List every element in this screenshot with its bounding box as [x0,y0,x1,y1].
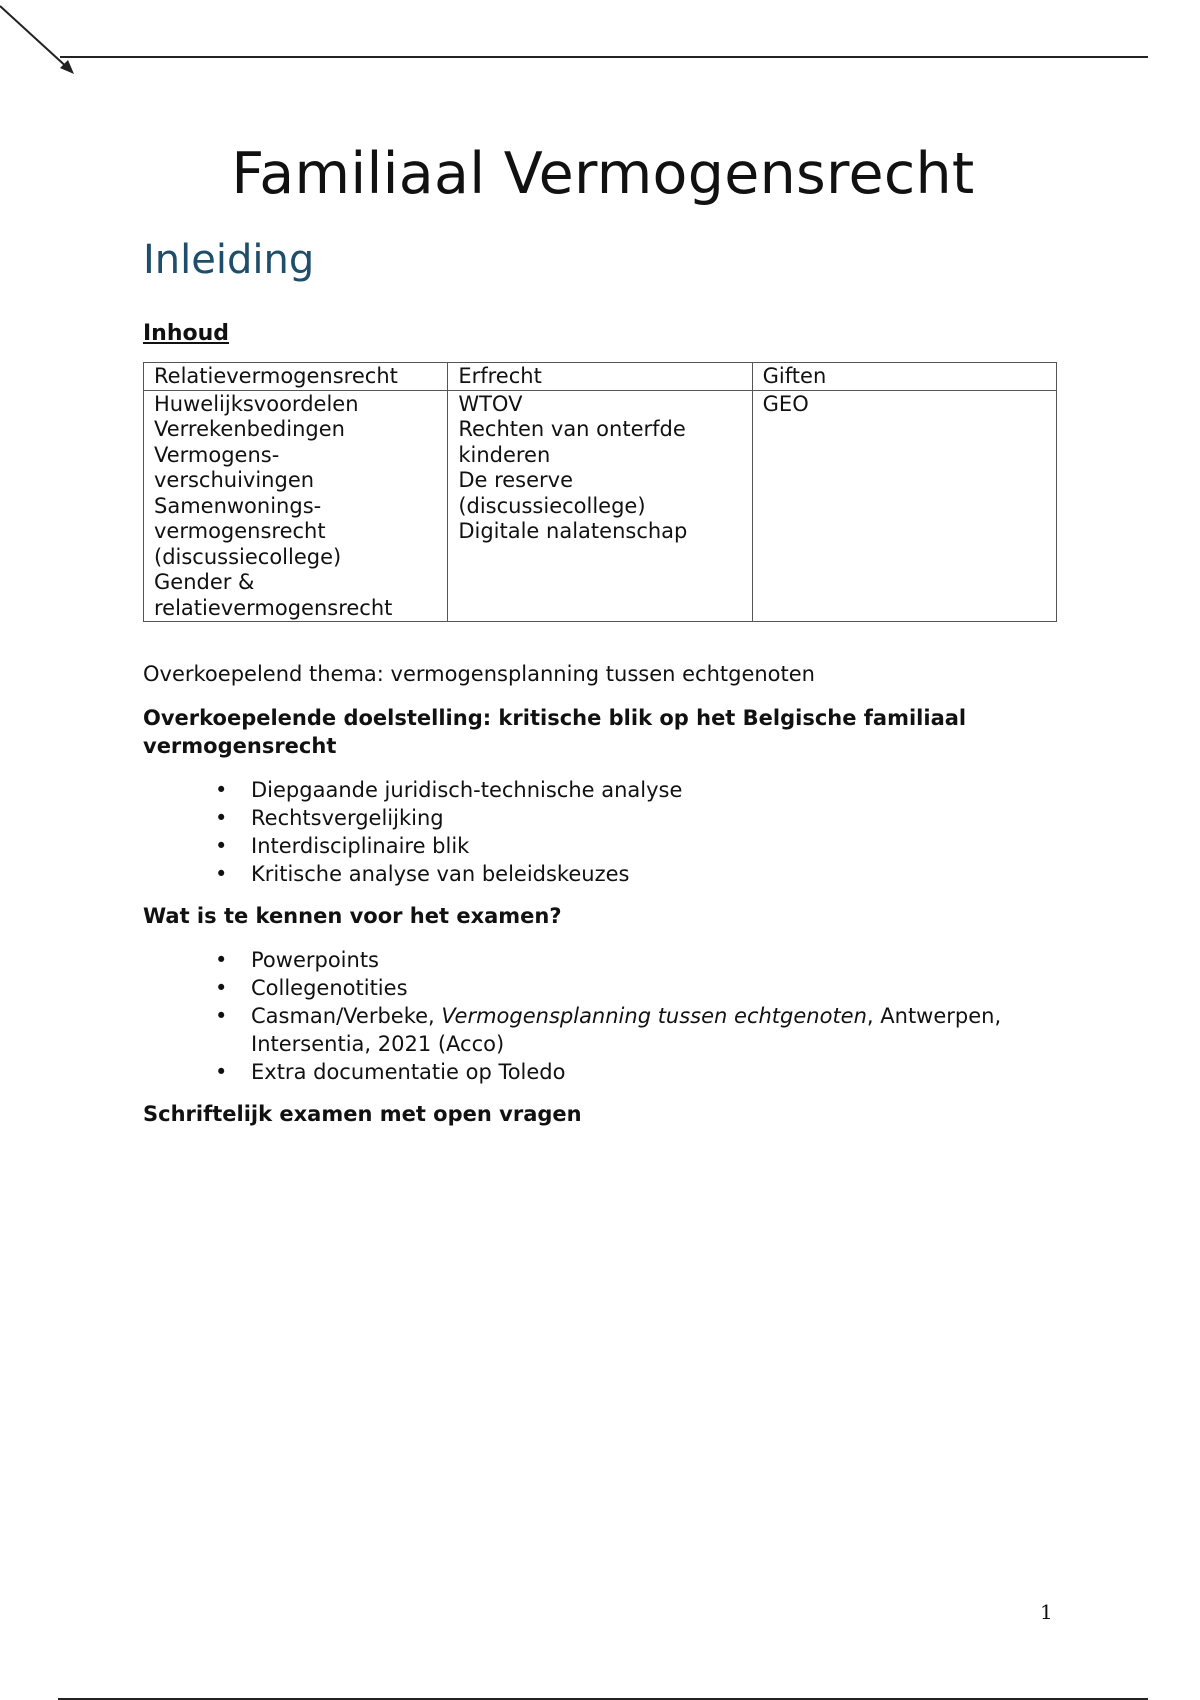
list-item: Samenwonings- [154,493,322,518]
list-item: (discussiecollege) [458,493,646,518]
list-item: • Rechtsvergelijking [251,804,1063,832]
list-item: Vermogens- [154,442,280,467]
list-item: • Collegenotities [251,974,1063,1002]
table-header-cell: Relatievermogensrecht [144,363,448,391]
list-item: (discussiecollege) [154,544,342,569]
list-item: relatievermogensrecht [154,595,393,620]
goal-list [143,776,1063,888]
table-cell-erfrecht [448,390,752,622]
list-item [251,1002,1063,1058]
list-item: De reserve [458,468,574,492]
list-item: • Diepgaande juridisch-technische analyse [251,776,1063,804]
list-item: kinderen [458,442,551,467]
list-item: Verrekenbedingen [154,417,345,441]
citation-author: Casman/Verbeke, [251,1004,442,1028]
list-item: • Kritische analyse van beleidskeuzes [251,860,1063,888]
list-item: Rechten van onterfde [458,417,686,441]
table-cell-giften [752,390,1056,622]
list-item: • Extra documentatie op Toledo [251,1058,1063,1086]
list-item: vermogensrecht [154,519,326,543]
theme-line: Overkoepelend thema: vermogensplanning tussen echtgenoten [143,662,815,686]
list-item: GEO [762,391,809,416]
table-header-row [144,363,1057,391]
list-item: WTOV [458,391,523,416]
list-item: • Powerpoints [251,946,1063,974]
list-item: verschuivingen [154,468,315,492]
table-row [144,390,1057,622]
document-title: Familiaal Vermogensrecht [231,141,975,207]
table-cell-relatievermogensrecht [144,390,448,622]
section-heading: Inleiding [143,237,315,283]
citation-publisher: , Antwerpen, Intersentia, 2021 (Acco) [251,1004,1002,1056]
goal-heading: Overkoepelende doelstelling: kritische blik op het Belgische familiaal vermogensrecht [143,706,967,758]
list-item: Huwelijksvoordelen [154,391,359,416]
table-header-cell: Erfrecht [448,363,752,391]
table-header-cell: Giften [752,363,1056,391]
corner-arrow-icon [0,0,80,80]
list-item: Digitale nalatenschap [458,519,688,543]
exam-heading: Wat is te kennen voor het examen? [143,904,562,928]
exam-format: Schriftelijk examen met open vragen [143,1102,582,1126]
list-item: • Interdisciplinaire blik [251,832,1063,860]
contents-table [143,362,1057,622]
header-rule [60,56,1148,58]
page-content [143,130,1063,1128]
citation-title: Vermogensplanning tussen echtgenoten [441,1004,867,1028]
page-number: 1 [1040,1600,1053,1624]
contents-label: Inhoud [143,321,230,346]
list-item: Gender & [154,570,255,594]
exam-list [143,946,1063,1086]
